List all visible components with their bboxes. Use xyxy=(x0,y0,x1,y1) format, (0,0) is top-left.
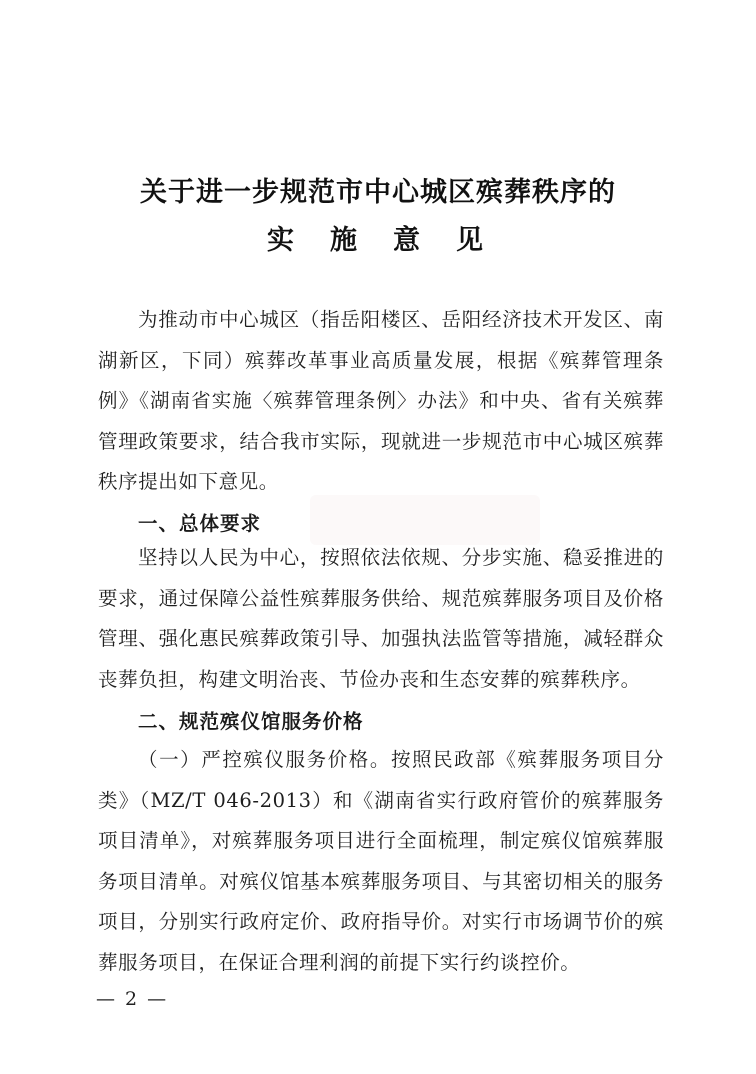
page-number: — 2 — xyxy=(96,988,169,1010)
document-title-line-2: 实施意见 xyxy=(267,225,519,256)
section-two-paragraph: （一）严控殡仪服务价格。按照民政部《殡葬服务项目分类》（MZ/T 046-2013）和《湖南省实行政府管价的殡葬服务项目清单》，对殡葬服务项目进行全面梳理，制定殡仪馆殡葬服务项目清单。对殡仪馆基本殡葬服务项目、与其密切相关的服务项目，分别实行政府定价、政府指导价。对实行市场调节价的殡葬服务项目，在保证合理利润的前提下实行约谈控价。 xyxy=(98,748,664,974)
section-two-heading: 二、规范殡仪馆服务价格 xyxy=(138,710,364,733)
section-one-heading: 一、总体要求 xyxy=(138,512,262,535)
section-one-paragraph: 坚持以人民为中心，按照依法依规、分步实施、稳妥推进的要求，通过保障公益性殡葬服务供给、规范殡葬服务项目及价格管理、强化惠民殡葬政策引导、加强执法监管等措施，减轻群众丧葬负担，构建文明治丧、节俭办丧和生态安葬的殡葬秩序。 xyxy=(98,546,664,691)
intro-paragraph: 为推动市中心城区（指岳阳楼区、岳阳经济技术开发区、南湖新区，下同）殡葬改革事业高质量发展，根据《殡葬管理条例》《湖南省实施〈殡葬管理条例〉办法》和中央、省有关殡葬管理政策要求，结合我市实际，现就进一步规范市中心城区殡葬秩序提出如下意见。 xyxy=(98,308,664,494)
document-title-line-1: 关于进一步规范市中心城区殡葬秩序的 xyxy=(140,177,616,208)
